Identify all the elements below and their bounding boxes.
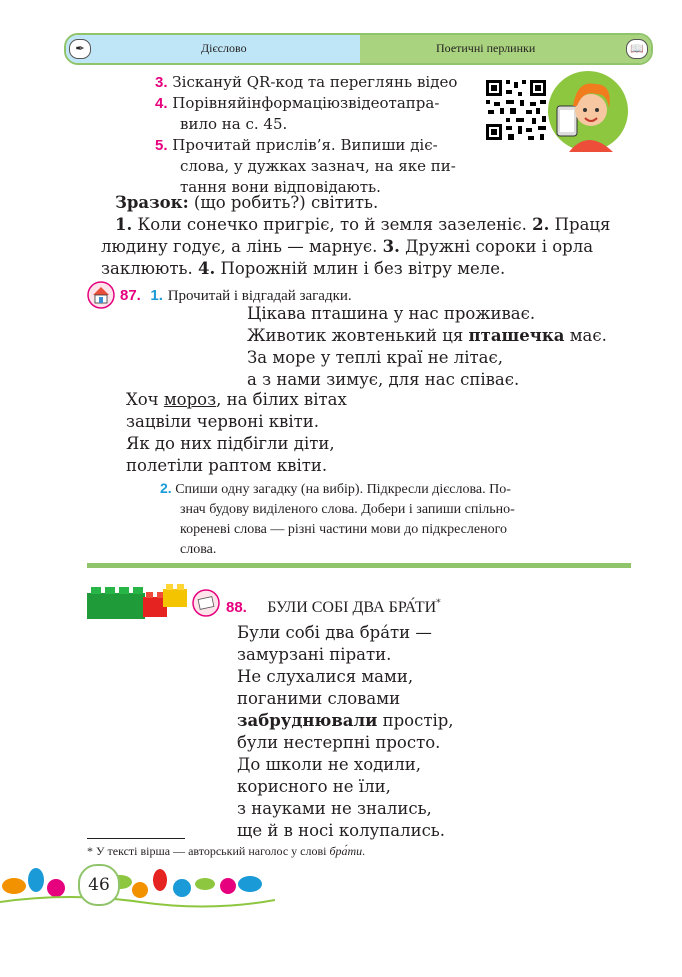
exercise-number: 87. [120, 287, 141, 304]
footnote: * У тексті вірша — авторський наголос у слові бра́ти. [87, 844, 366, 858]
exercise-87-heading: 87. 1. Прочитай і відгадай загадки. [120, 287, 352, 304]
riddle-1: Цікава пташина у нас проживає. Животик жовтенький ця пташечка має. За море у теплі краї не літає, а з нами зимує, для нас співає. [247, 304, 607, 389]
floral-ornament [0, 862, 275, 908]
reading-icon [192, 589, 220, 617]
qr-code[interactable] [484, 78, 548, 142]
exercise-88-heading: 88. БУЛИ СОБІ ДВА БРА́ТИ* [226, 598, 441, 616]
header-section-title: Дієслово [201, 41, 247, 55]
page-number: 46 [78, 864, 120, 906]
riddle-2: Хоч мороз, на білих вітах зацвіли червоні квіти. Як до них підбігли діти, полетіли раптом квіти. [126, 390, 347, 475]
footnote-rule [87, 838, 185, 839]
proverbs-block: 1. Коли сонечко пригріє, то й земля зазеленіє. 2. Праця людину годує, а лінь — марнує. 3. Дружні сороки і орла заклюють. 4. Порожній млин і без вітру меле. [101, 215, 611, 278]
poem-title: БУЛИ СОБІ ДВА БРА́ТИ [267, 599, 437, 616]
running-header [64, 33, 653, 65]
book-icon: 📖 [626, 39, 648, 59]
quill-icon: ✒ [69, 39, 91, 59]
home-task-icon [87, 281, 115, 309]
sample-label: Зразок: [115, 193, 189, 212]
header-chapter-title: Поетичні перлинки [436, 41, 536, 55]
section-divider [87, 563, 631, 568]
sample-line: Зразок: (що робить?) світить. [115, 193, 379, 212]
lego-bricks-illustration [85, 581, 190, 621]
poem-body: Були собі два бра́ти — замурзані пірати. Не слухалися мами, поганими словами забруднювали простір, були нестерпні просто. До школи не ходили, корисного не їли, з науками не знались, ще й в носі колупались. [237, 623, 454, 840]
boy-with-tablet-illustration [547, 70, 629, 152]
tasks-top: 3. Зіскануй QR-код та переглянь відео 4. Порівняйінформаціюзвідеотапра- вило на с. 45. 5. Прочитай прислів’я. Випиши діє- слова, у дужках зазнач, на яке пи- тання вони відповідають. [155, 73, 458, 196]
task-2: 2. Спиши одну загадку (на вибір). Підкресли дієслова. По- знач будову виділеного слова. Добери і запиши спільно- кореневі слова — різні частини мови до підкресленого слова. [160, 480, 515, 557]
exercise-number: 88. [226, 599, 247, 616]
